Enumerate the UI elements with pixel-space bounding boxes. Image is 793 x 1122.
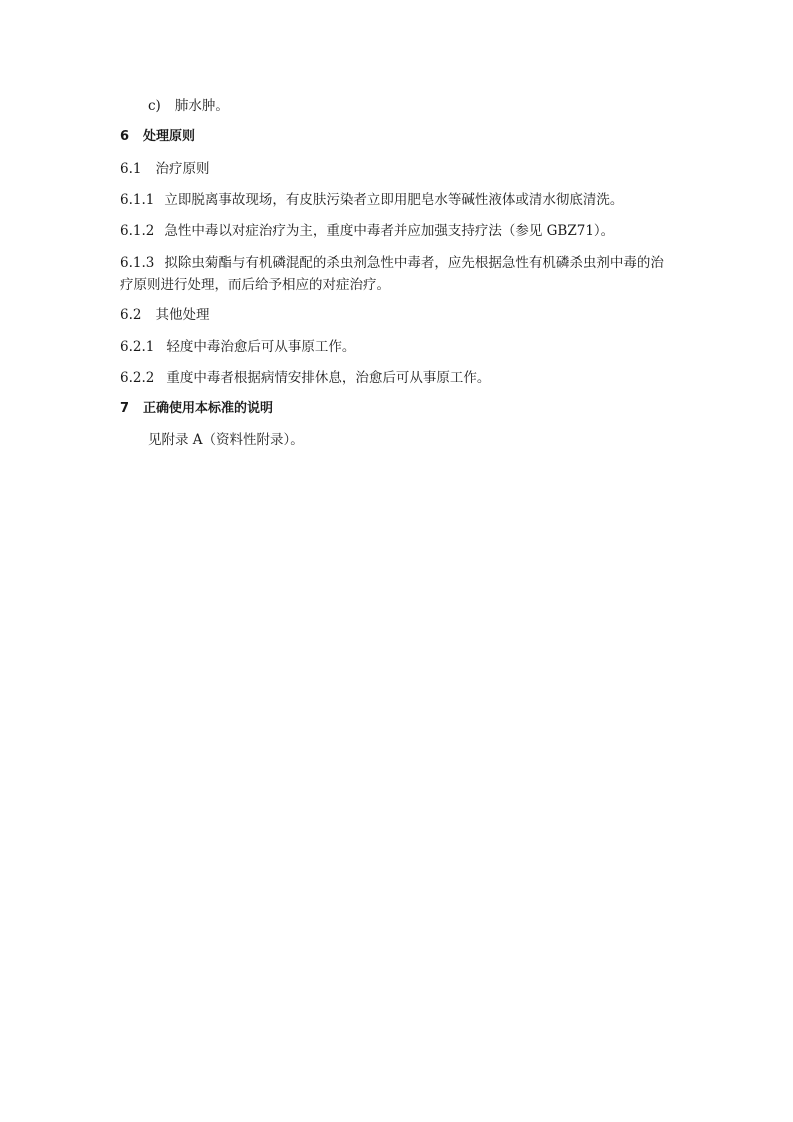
section-7-heading (120, 399, 273, 419)
clause-number: 6.2.1 (120, 339, 155, 355)
subsection-number: 6.1 (120, 161, 142, 177)
clause-number: 6.2.2 (120, 370, 155, 386)
clause-6-1-2 (120, 221, 614, 241)
clause-6-1-3-line-1 (120, 253, 664, 273)
clause-6-2-2 (120, 368, 490, 388)
list-item-c (148, 96, 229, 116)
section-7-body (148, 430, 304, 450)
clause-text: 急性中毒以对症治疗为主，重度中毒者并应加强支持疗法（参见 GBZ71）。 (164, 223, 615, 239)
list-item-text: 肺水肿。 (174, 98, 229, 114)
section-body-text: 见附录 A（资料性附录）。 (148, 432, 304, 448)
section-number: 7 (120, 401, 130, 416)
clause-text: 立即脱离事故现场，有皮肤污染者立即用肥皂水等碱性液体或清水彻底清洗。 (164, 192, 624, 208)
section-6-heading (120, 127, 195, 147)
clause-6-1-1 (120, 190, 623, 210)
subsection-6-1-heading (120, 159, 209, 179)
section-number: 6 (120, 129, 130, 144)
clause-number: 6.1.1 (120, 192, 155, 208)
clause-text-continued: 疗原则进行处理，而后给予相应的对症治疗。 (120, 277, 390, 293)
subsection-number: 6.2 (120, 307, 142, 323)
section-title: 处理原则 (143, 129, 196, 144)
clause-6-1-3-line-2 (120, 275, 390, 295)
clause-number: 6.1.3 (120, 255, 155, 271)
clause-6-2-1 (120, 337, 355, 357)
clause-text: 轻度中毒治愈后可从事原工作。 (166, 339, 356, 355)
clause-number: 6.1.2 (120, 223, 155, 239)
section-title: 正确使用本标准的说明 (143, 401, 274, 416)
clause-text: 拟除虫菊酯与有机磷混配的杀虫剂急性中毒者，应先根据急性有机磷杀虫剂中毒的治 (164, 255, 664, 271)
subsection-title: 治疗原则 (155, 161, 210, 177)
subsection-title: 其他处理 (155, 307, 210, 323)
list-item-label: c) (148, 98, 161, 114)
clause-text: 重度中毒者根据病情安排休息，治愈后可从事原工作。 (166, 370, 491, 386)
subsection-6-2-heading (120, 305, 209, 325)
